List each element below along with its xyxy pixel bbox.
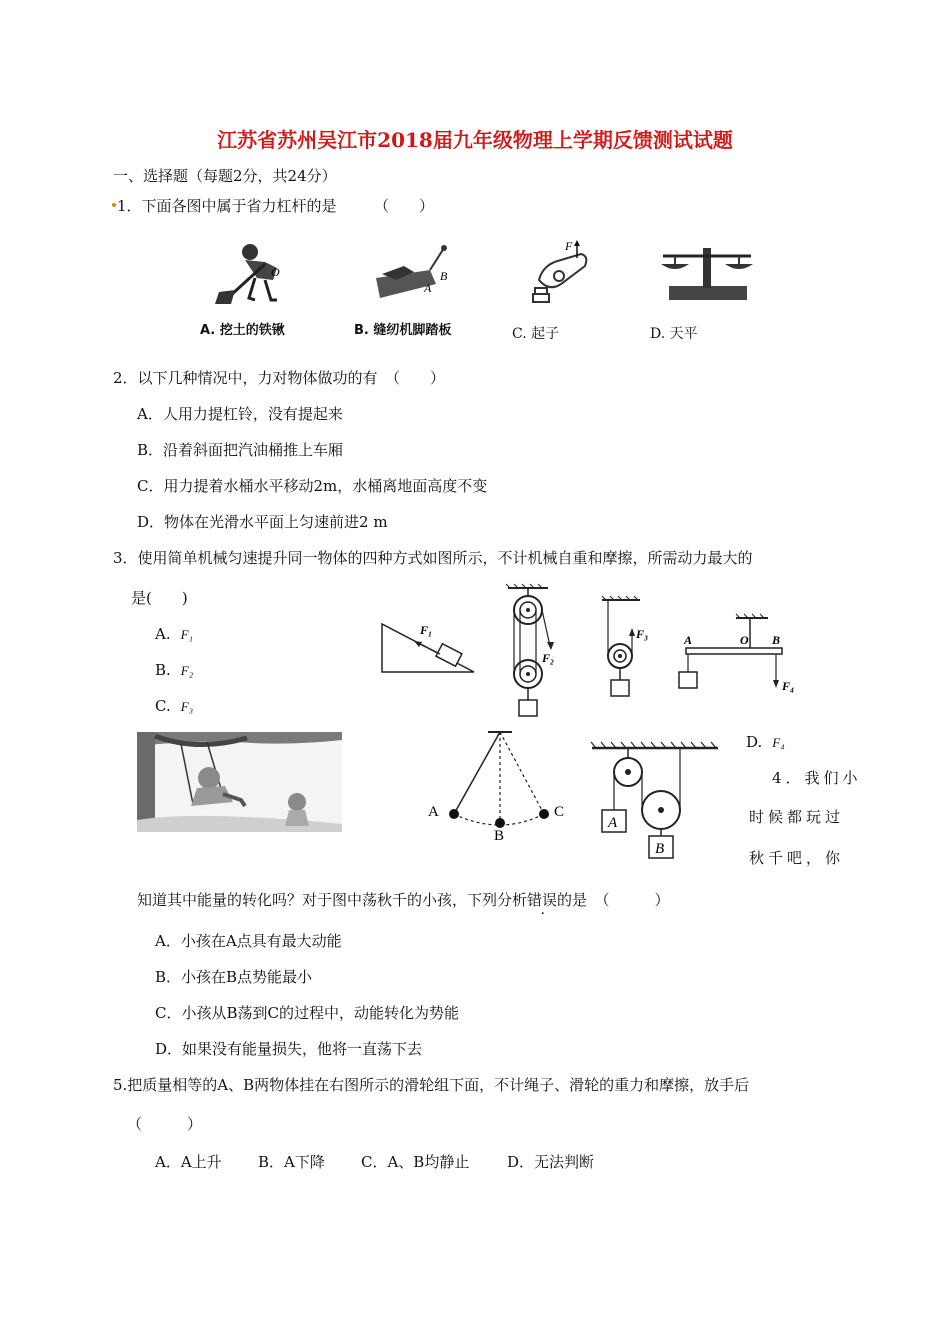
q1-caption-a: A. 挖土的铁锹 [200,323,285,338]
pendulum-label-c: C [554,804,565,820]
q5-option-b: B．A下降 [258,1153,325,1171]
q3-option-c: C. F₃ [155,697,194,715]
q2-stem: 2．以下几种情况中，力对物体做功的有 （ ） [113,369,446,387]
q2-option-d: D．物体在光滑水平面上匀速前进2 m [137,513,388,531]
q1-caption-b: B. 缝纫机脚踏板 [354,323,452,338]
shovel-figure [205,238,310,313]
q4-option-d: D．如果没有能量损失，他将一直荡下去 [155,1040,423,1058]
q5-option-a: A．A上升 [155,1153,222,1171]
q3-label-f3: F₃ [636,627,649,641]
q5-label-a: A [608,815,618,831]
lever-figure [672,612,802,696]
q4-option-c: C．小孩从B荡到C的过程中，动能转化为势能 [155,1004,459,1022]
q1-caption-d: D. 天平 [650,326,698,342]
q5-bracket: （ ） [127,1115,203,1133]
q1-label-b: B [440,269,448,283]
q4-emphasis: 错误 [527,891,558,909]
q4-option-a: A．小孩在A点具有最大动能 [155,932,342,950]
document-title: 江苏省苏州吴江市2018届九年级物理上学期反馈测试试题 [217,128,733,152]
q3-label-a: A [684,633,693,647]
pulley-block-figure [498,582,568,722]
q4-option-b: B．小孩在B点势能最小 [155,968,313,986]
q5-option-d: D．无法判断 [507,1153,595,1171]
balance-figure [655,236,755,306]
q3-label-f2: F₂ [542,651,555,665]
q5-label-b: B [655,841,665,857]
q3-option-d: D. F₄ [746,733,785,751]
q4-stem-line2: 时候都玩过 [749,808,845,826]
q1-label-f: F [565,239,573,253]
margin-marker [112,203,116,207]
bottle-opener-figure [525,238,595,318]
movable-pulley-figure [596,594,656,706]
q3-stem: 3．使用简单机械匀速提升同一物体的四种方式如图所示，不计机械自重和摩擦，所需动力最大的 [113,549,753,567]
q1-label-o: O [271,265,280,279]
q2-option-a: A．人用力提杠铃，没有提起来 [137,405,343,423]
q4-stem-line3: 秋千吧，你 [749,849,845,867]
incline-figure [378,614,478,678]
q3-option-b: B. F₂ [155,661,194,679]
q3-option-a: A. F₁ [155,625,194,643]
pendulum-label-b: B [494,828,505,842]
q3-label-o: O [740,633,749,647]
pedal-figure [360,240,460,310]
q3-stem-cont: 是( ) [131,589,188,607]
q3-label-f4: F₄ [782,679,795,693]
q1-label-a: A [424,281,432,295]
swing-picture [137,732,342,832]
q4-stem-cont: 知道其中能量的转化吗？对于图中荡秋千的小孩，下列分析错误的是 （ ） [137,891,670,909]
section-heading: 一、选择题（每题2分，共24分） [113,167,337,185]
q5-option-c: C．A、B均静止 [361,1153,470,1171]
q4-stem-line1: 4．我们小 [772,769,862,787]
pendulum-label-a: A [428,804,439,820]
q1-stem: 1．下面各图中属于省力杠杆的是 （ ） [117,197,435,215]
q2-option-b: B．沿着斜面把汽油桶推上车厢 [137,441,344,459]
q2-option-c: C．用力提着水桶水平移动2m，水桶离地面高度不变 [137,477,488,495]
pendulum-figure [418,726,578,842]
q1-caption-c: C. 起子 [512,326,560,342]
q3-label-b: B [772,633,781,647]
q5-stem: 5.把质量相等的A、B两物体挂在右图所示的滑轮组下面，不计绳子、滑轮的重力和摩擦，放手后 [113,1076,750,1094]
q3-label-f1: F₁ [420,623,433,637]
q5-pulley-figure [588,740,723,864]
